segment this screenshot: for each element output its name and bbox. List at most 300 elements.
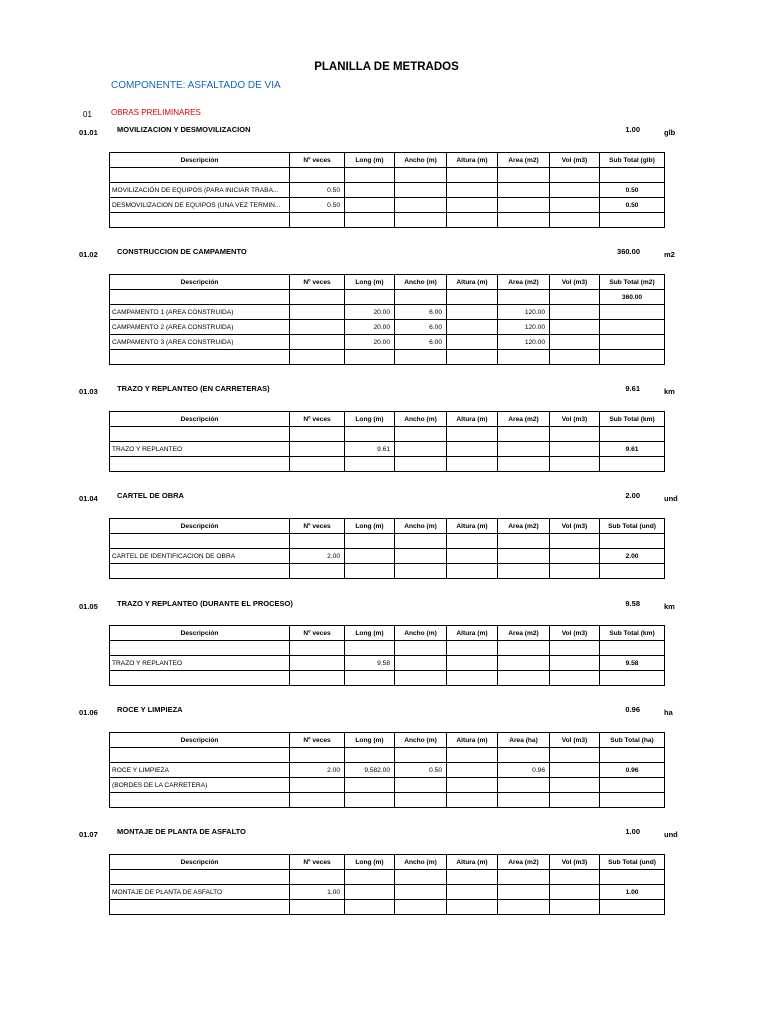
table-row	[110, 656, 665, 671]
item-name: MONTAJE DE PLANTA DE ASFALTO	[117, 827, 246, 836]
value-cell	[290, 457, 345, 472]
value-cell	[395, 900, 447, 915]
value-cell	[447, 870, 498, 885]
subtotal-cell	[600, 335, 665, 350]
table-row	[110, 671, 665, 686]
description-cell: CAMPAMENTO 2 (AREA CONSTRUIDA)	[110, 320, 290, 335]
value-cell	[345, 213, 395, 228]
value-cell	[447, 671, 498, 686]
value-cell	[290, 793, 345, 808]
item-quantity: 9.58	[625, 599, 640, 608]
value-cell	[395, 427, 447, 442]
value-cell	[345, 870, 395, 885]
value-cell	[290, 656, 345, 671]
value-cell	[447, 885, 498, 900]
column-header: Altura (m)	[447, 519, 498, 534]
column-header: Altura (m)	[447, 626, 498, 641]
value-cell	[290, 305, 345, 320]
value-cell: 0.50	[395, 763, 447, 778]
table-row	[110, 564, 665, 579]
metrado-table	[109, 625, 665, 686]
item-code: 01.07	[79, 830, 98, 839]
table-header-row	[110, 519, 665, 534]
subtotal-cell: 9.61	[600, 442, 665, 457]
value-cell	[498, 900, 550, 915]
value-cell	[550, 885, 600, 900]
value-cell	[498, 671, 550, 686]
value-cell	[395, 778, 447, 793]
value-cell	[447, 350, 498, 365]
column-header: Area (ha)	[498, 733, 550, 748]
value-cell	[447, 213, 498, 228]
subtotal-cell: 2.00	[600, 549, 665, 564]
table-row	[110, 290, 665, 305]
column-header: Descripción	[110, 626, 290, 641]
description-cell	[110, 457, 290, 472]
value-cell: 6.00	[395, 320, 447, 335]
value-cell	[498, 656, 550, 671]
value-cell: 20.00	[345, 305, 395, 320]
value-cell	[345, 564, 395, 579]
value-cell	[395, 457, 447, 472]
value-cell: 0.50	[290, 198, 345, 213]
subtotal-cell	[600, 900, 665, 915]
value-cell	[290, 870, 345, 885]
table-row	[110, 305, 665, 320]
component-title: COMPONENTE: ASFALTADO DE VIA	[111, 80, 281, 91]
description-cell: MOVILIZACIÓN DE EQUIPOS (PARA INICIAR TRABA...	[110, 183, 290, 198]
value-cell	[290, 671, 345, 686]
metrado-table	[109, 732, 665, 808]
item-name: ROCE Y LIMPIEZA	[117, 705, 183, 714]
column-header: Ancho (m)	[395, 733, 447, 748]
description-cell: DESMOVILIZACION DE EQUIPOS (UNA VEZ TERMIN...	[110, 198, 290, 213]
subtotal-cell	[600, 213, 665, 228]
table-row	[110, 198, 665, 213]
value-cell	[345, 183, 395, 198]
subtotal-cell: 360.00	[600, 290, 665, 305]
column-header: Descripción	[110, 855, 290, 870]
value-cell	[395, 198, 447, 213]
description-cell	[110, 168, 290, 183]
section-label: OBRAS PRELIMINARES	[111, 108, 201, 117]
value-cell	[550, 290, 600, 305]
value-cell	[290, 534, 345, 549]
item-name: CARTEL DE OBRA	[117, 491, 184, 500]
description-cell	[110, 427, 290, 442]
value-cell	[395, 534, 447, 549]
value-cell	[550, 763, 600, 778]
column-header: Sub Total (km)	[600, 412, 665, 427]
value-cell	[395, 870, 447, 885]
item-quantity: 1.00	[625, 827, 640, 836]
item-quantity: 9.61	[625, 384, 640, 393]
value-cell	[290, 641, 345, 656]
subtotal-cell: 9.58	[600, 656, 665, 671]
value-cell	[290, 335, 345, 350]
value-cell	[395, 564, 447, 579]
value-cell	[550, 198, 600, 213]
subtotal-cell	[600, 564, 665, 579]
column-header: Area (m2)	[498, 412, 550, 427]
column-header: Area (m2)	[498, 855, 550, 870]
value-cell	[550, 168, 600, 183]
item-code: 01.01	[79, 128, 98, 137]
table-header-row	[110, 412, 665, 427]
value-cell	[498, 793, 550, 808]
table-header-row	[110, 153, 665, 168]
item-unit: und	[664, 494, 678, 503]
table-row	[110, 748, 665, 763]
value-cell: 120.00	[498, 320, 550, 335]
value-cell	[550, 748, 600, 763]
value-cell	[345, 671, 395, 686]
value-cell	[395, 671, 447, 686]
description-cell	[110, 213, 290, 228]
value-cell: 120.00	[498, 335, 550, 350]
value-cell	[395, 183, 447, 198]
column-header: Ancho (m)	[395, 275, 447, 290]
table-row	[110, 885, 665, 900]
description-cell	[110, 290, 290, 305]
value-cell	[498, 748, 550, 763]
item-unit: ha	[664, 708, 673, 717]
description-cell: ROCE Y LIMPIEZA	[110, 763, 290, 778]
item-code: 01.02	[79, 250, 98, 259]
column-header: Sub Total (km)	[600, 626, 665, 641]
value-cell	[345, 641, 395, 656]
value-cell	[290, 564, 345, 579]
value-cell: 120.00	[498, 305, 550, 320]
value-cell	[447, 534, 498, 549]
value-cell	[498, 457, 550, 472]
column-header: Descripción	[110, 733, 290, 748]
metrado-table	[109, 152, 665, 228]
value-cell	[550, 320, 600, 335]
value-cell	[447, 183, 498, 198]
value-cell	[395, 168, 447, 183]
value-cell	[550, 427, 600, 442]
value-cell	[550, 564, 600, 579]
item-quantity: 360.00	[617, 247, 640, 256]
item-quantity: 2.00	[625, 491, 640, 500]
value-cell	[447, 656, 498, 671]
table-row	[110, 442, 665, 457]
table-row	[110, 778, 665, 793]
description-cell: CAMPAMENTO 3 (AREA CONSTRUIDA)	[110, 335, 290, 350]
column-header: Nº veces	[290, 733, 345, 748]
value-cell	[550, 457, 600, 472]
description-cell	[110, 900, 290, 915]
table-row	[110, 641, 665, 656]
value-cell	[290, 290, 345, 305]
value-cell	[498, 778, 550, 793]
subtotal-cell	[600, 427, 665, 442]
value-cell: 2.00	[290, 763, 345, 778]
value-cell	[447, 427, 498, 442]
value-cell	[550, 656, 600, 671]
value-cell	[290, 213, 345, 228]
subtotal-cell: 0.96	[600, 763, 665, 778]
column-header: Nº veces	[290, 153, 345, 168]
value-cell	[550, 549, 600, 564]
description-cell: CAMPAMENTO 1 (AREA CONSTRUIDA)	[110, 305, 290, 320]
value-cell	[550, 305, 600, 320]
value-cell	[345, 900, 395, 915]
column-header: Long (m)	[345, 855, 395, 870]
value-cell	[498, 198, 550, 213]
subtotal-cell	[600, 778, 665, 793]
subtotal-cell	[600, 320, 665, 335]
value-cell: 1.00	[290, 885, 345, 900]
value-cell	[498, 564, 550, 579]
value-cell	[395, 290, 447, 305]
value-cell	[550, 671, 600, 686]
item-name: TRAZO Y REPLANTEO (EN CARRETERAS)	[117, 384, 270, 393]
column-header: Long (m)	[345, 275, 395, 290]
table-row	[110, 320, 665, 335]
section-number: 01	[83, 110, 92, 119]
value-cell	[550, 778, 600, 793]
description-cell	[110, 641, 290, 656]
item-quantity: 0.96	[625, 705, 640, 714]
item-code: 01.04	[79, 494, 98, 503]
value-cell: 9.61	[345, 442, 395, 457]
value-cell	[345, 793, 395, 808]
table-row	[110, 549, 665, 564]
value-cell: 20.00	[345, 320, 395, 335]
page-title: PLANILLA DE METRADOS	[314, 61, 459, 73]
value-cell	[550, 641, 600, 656]
column-header: Nº veces	[290, 519, 345, 534]
column-header: Vol (m3)	[550, 626, 600, 641]
item-name: TRAZO Y REPLANTEO (DURANTE EL PROCESO)	[117, 599, 293, 608]
value-cell	[447, 641, 498, 656]
subtotal-cell	[600, 534, 665, 549]
value-cell	[447, 900, 498, 915]
column-header: Sub Total (und)	[600, 519, 665, 534]
value-cell	[498, 442, 550, 457]
column-header: Nº veces	[290, 855, 345, 870]
column-header: Area (m2)	[498, 626, 550, 641]
table-header-row	[110, 626, 665, 641]
column-header: Descripción	[110, 153, 290, 168]
table-row	[110, 763, 665, 778]
table-row	[110, 168, 665, 183]
table-row	[110, 534, 665, 549]
value-cell	[447, 763, 498, 778]
description-cell	[110, 534, 290, 549]
description-cell	[110, 564, 290, 579]
item-quantity: 1.00	[625, 125, 640, 134]
value-cell	[550, 793, 600, 808]
description-cell	[110, 793, 290, 808]
value-cell	[290, 350, 345, 365]
column-header: Long (m)	[345, 153, 395, 168]
value-cell	[395, 885, 447, 900]
column-header: Sub Total (und)	[600, 855, 665, 870]
table-row	[110, 183, 665, 198]
item-name: MOVILIZACION Y DESMOVILIZACION	[117, 125, 251, 134]
column-header: Vol (m3)	[550, 855, 600, 870]
column-header: Altura (m)	[447, 855, 498, 870]
column-header: Vol (m3)	[550, 275, 600, 290]
item-unit: glb	[664, 128, 676, 137]
value-cell	[395, 350, 447, 365]
subtotal-cell: 1.00	[600, 885, 665, 900]
subtotal-cell	[600, 870, 665, 885]
value-cell	[345, 549, 395, 564]
item-unit: km	[664, 602, 675, 611]
column-header: Descripción	[110, 275, 290, 290]
value-cell	[498, 885, 550, 900]
value-cell	[345, 427, 395, 442]
value-cell	[345, 885, 395, 900]
subtotal-cell: 0.50	[600, 183, 665, 198]
value-cell	[550, 534, 600, 549]
value-cell	[345, 778, 395, 793]
value-cell	[550, 335, 600, 350]
value-cell	[447, 564, 498, 579]
description-cell: TRAZO Y REPLANTEO	[110, 656, 290, 671]
column-header: Vol (m3)	[550, 153, 600, 168]
column-header: Ancho (m)	[395, 153, 447, 168]
metrado-table	[109, 411, 665, 472]
column-header: Nº veces	[290, 626, 345, 641]
value-cell	[395, 793, 447, 808]
item-code: 01.03	[79, 387, 98, 396]
column-header: Altura (m)	[447, 733, 498, 748]
item-code: 01.05	[79, 602, 98, 611]
value-cell	[345, 168, 395, 183]
column-header: Descripción	[110, 412, 290, 427]
value-cell	[447, 549, 498, 564]
subtotal-cell	[600, 793, 665, 808]
table-row	[110, 213, 665, 228]
table-header-row	[110, 855, 665, 870]
subtotal-cell	[600, 671, 665, 686]
value-cell: 9.58	[345, 656, 395, 671]
column-header: Long (m)	[345, 733, 395, 748]
value-cell	[498, 534, 550, 549]
column-header: Area (m2)	[498, 519, 550, 534]
column-header: Altura (m)	[447, 275, 498, 290]
column-header: Nº veces	[290, 275, 345, 290]
subtotal-cell	[600, 641, 665, 656]
value-cell: 2.00	[290, 549, 345, 564]
value-cell	[447, 335, 498, 350]
description-cell	[110, 671, 290, 686]
value-cell	[447, 320, 498, 335]
column-header: Sub Total (ha)	[600, 733, 665, 748]
description-cell: CARTEL DE IDENTIFICACION DE OBRA	[110, 549, 290, 564]
column-header: Long (m)	[345, 412, 395, 427]
value-cell	[290, 442, 345, 457]
description-cell: MONTAJE DE PLANTA DE ASFALTO	[110, 885, 290, 900]
value-cell	[498, 350, 550, 365]
value-cell: 6.00	[395, 305, 447, 320]
subtotal-cell	[600, 350, 665, 365]
value-cell	[345, 534, 395, 549]
value-cell	[447, 778, 498, 793]
value-cell	[290, 778, 345, 793]
table-row	[110, 427, 665, 442]
value-cell	[447, 442, 498, 457]
subtotal-cell	[600, 305, 665, 320]
value-cell	[345, 457, 395, 472]
item-name: CONSTRUCCION DE CAMPAMENTO	[117, 247, 247, 256]
item-unit: km	[664, 387, 675, 396]
column-header: Ancho (m)	[395, 519, 447, 534]
column-header: Ancho (m)	[395, 412, 447, 427]
value-cell	[447, 305, 498, 320]
value-cell: 0.50	[290, 183, 345, 198]
subtotal-cell: 0.50	[600, 198, 665, 213]
item-unit: m2	[664, 250, 675, 259]
value-cell	[290, 320, 345, 335]
column-header: Vol (m3)	[550, 519, 600, 534]
value-cell	[498, 290, 550, 305]
value-cell	[550, 350, 600, 365]
value-cell	[550, 442, 600, 457]
column-header: Area (m2)	[498, 275, 550, 290]
value-cell	[550, 183, 600, 198]
value-cell: 9,582.00	[345, 763, 395, 778]
table-row	[110, 350, 665, 365]
column-header: Ancho (m)	[395, 626, 447, 641]
column-header: Vol (m3)	[550, 733, 600, 748]
column-header: Altura (m)	[447, 412, 498, 427]
column-header: Descripción	[110, 519, 290, 534]
value-cell	[447, 290, 498, 305]
column-header: Ancho (m)	[395, 855, 447, 870]
value-cell	[498, 549, 550, 564]
value-cell	[345, 198, 395, 213]
description-cell: (BORDES DE LA CARRETERA)	[110, 778, 290, 793]
table-header-row	[110, 733, 665, 748]
column-header: Sub Total (glb)	[600, 153, 665, 168]
value-cell	[498, 213, 550, 228]
value-cell	[395, 641, 447, 656]
value-cell	[447, 793, 498, 808]
column-header: Long (m)	[345, 626, 395, 641]
description-cell	[110, 748, 290, 763]
value-cell	[290, 427, 345, 442]
column-header: Area (m2)	[498, 153, 550, 168]
table-row	[110, 457, 665, 472]
value-cell	[447, 457, 498, 472]
column-header: Altura (m)	[447, 153, 498, 168]
value-cell: 6.00	[395, 335, 447, 350]
value-cell	[498, 183, 550, 198]
description-cell: TRAZO Y REPLANTEO	[110, 442, 290, 457]
table-row	[110, 793, 665, 808]
subtotal-cell	[600, 457, 665, 472]
value-cell	[345, 350, 395, 365]
description-cell	[110, 870, 290, 885]
column-header: Long (m)	[345, 519, 395, 534]
column-header: Sub Total (m2)	[600, 275, 665, 290]
value-cell	[345, 748, 395, 763]
value-cell	[447, 198, 498, 213]
subtotal-cell	[600, 168, 665, 183]
description-cell	[110, 350, 290, 365]
value-cell	[395, 213, 447, 228]
table-row	[110, 900, 665, 915]
subtotal-cell	[600, 748, 665, 763]
value-cell	[395, 549, 447, 564]
metrado-table	[109, 518, 665, 579]
